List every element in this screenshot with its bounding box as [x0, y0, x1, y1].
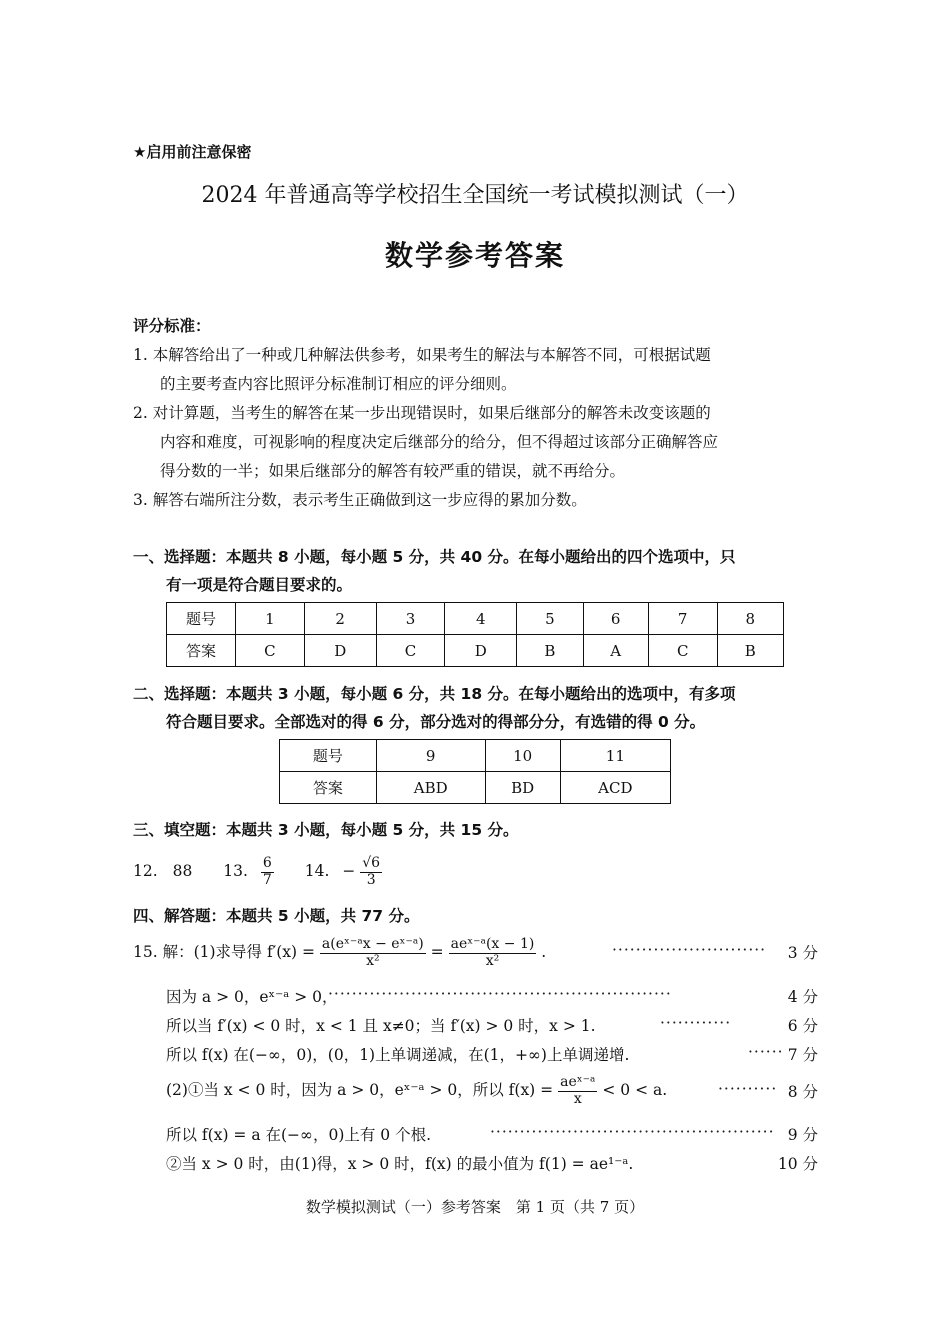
grading-rule-2: 2. 对计算题，当考生的解答在某一步出现错误时，如果后继部分的解答未改变该题的 [133, 404, 711, 422]
leader-dots: ·········· [718, 1080, 778, 1098]
table-row-answers [167, 635, 784, 667]
score-points: 6 分 [787, 1017, 818, 1035]
table-cell: 6 [583, 603, 648, 635]
q13-answer-fraction [261, 856, 274, 888]
section1-heading: 一、选择题：本题共 8 小题，每小题 5 分，共 40 分。在每小题给出的四个选项中，只 [133, 548, 736, 566]
table-cell: C [376, 635, 445, 667]
case-1-fraction [558, 1075, 597, 1107]
derivative-fraction-1 [320, 937, 426, 969]
grading-rule-3: 3. 解答右端所注分数，表示考生正确做到这一步应得的累加分数。 [133, 491, 587, 509]
case-1-line [166, 1068, 667, 1112]
score-points: 4 分 [787, 988, 818, 1006]
fraction-denominator: 7 [262, 871, 272, 888]
minus-sign: − [342, 862, 356, 880]
table-cell: ACD [560, 772, 670, 804]
score-points: 9 分 [787, 1126, 818, 1144]
q12-number: 12. [133, 862, 158, 880]
table-cell: D [445, 635, 517, 667]
q14-answer-fraction [360, 856, 382, 888]
q15-intro: 15. 解：(1)求导得 f′(x) = [133, 943, 315, 961]
grading-rule-2-cont2: 得分数的一半；如果后继部分的解答有较严重的错误，就不再给分。 [160, 462, 626, 480]
document-subtitle: 数学参考答案 [384, 239, 565, 272]
table-cell: 2 [304, 603, 376, 635]
fraction-numerator: a(eˣ⁻ᵃx − eˣ⁻ᵃ) [321, 936, 424, 953]
table-cell: 1 [236, 603, 305, 635]
fill-in-answers [133, 850, 382, 892]
section2-answer-table [279, 739, 671, 804]
score-points: 3 分 [787, 944, 818, 962]
q14-number: 14. [304, 862, 330, 880]
equals-sign: = [430, 943, 444, 961]
table-cell: 10 [485, 740, 560, 772]
table-cell: 题号 [167, 603, 236, 635]
table-cell: 9 [376, 740, 485, 772]
fraction-numerator: 6 [262, 855, 272, 872]
section4-heading: 四、解答题：本题共 5 小题，共 77 分。 [133, 907, 420, 925]
leader-dots: ·························· [612, 941, 767, 959]
section3-heading: 三、填空题：本题共 3 小题，每小题 5 分，共 15 分。 [133, 821, 519, 839]
table-row-questions [280, 740, 671, 772]
table-cell: BD [485, 772, 560, 804]
leader-dots: ······ [748, 1043, 784, 1061]
q15-derivative-line [133, 930, 546, 974]
table-cell: 4 [445, 603, 517, 635]
derivative-fraction-2 [449, 937, 537, 969]
q13-number: 13. [223, 862, 248, 880]
table-cell: 答案 [280, 772, 377, 804]
table-cell: 答案 [167, 635, 236, 667]
score-points: 10 分 [777, 1155, 818, 1173]
table-cell: 5 [517, 603, 583, 635]
table-cell: A [583, 635, 648, 667]
grading-rule-2-cont: 内容和难度，可视影响的程度决定后继部分的给分，但不得超过该部分正确解答应 [160, 433, 719, 451]
confidential-note: ★启用前注意保密 [133, 143, 252, 161]
exam-title: 2024 年普通高等学校招生全国统一考试模拟测试（一） [201, 183, 749, 208]
case-1-inequality: < 0 < a. [602, 1081, 668, 1099]
grading-rule-1-cont: 的主要考查内容比照评分标准制订相应的评分细则。 [160, 375, 517, 393]
fraction-denominator: x² [366, 952, 380, 969]
solution-line: 因为 a > 0，eˣ⁻ᵃ > 0， [166, 988, 338, 1006]
table-cell: D [304, 635, 376, 667]
table-cell: 题号 [280, 740, 377, 772]
section2-heading: 二、选择题：本题共 3 小题，每小题 6 分，共 18 分。在每小题给出的选项中，有多项 [133, 685, 736, 703]
period: . [541, 943, 547, 961]
case-1-text: (2)①当 x < 0 时，因为 a > 0，eˣ⁻ᵃ > 0，所以 f(x) = [166, 1081, 554, 1099]
solution-line: 所以 f(x) = a 在(−∞，0)上有 0 个根. [166, 1126, 432, 1144]
leader-dots: ·························································· [328, 985, 672, 1003]
grading-rule-1: 1. 本解答给出了一种或几种解法供参考，如果考生的解法与本解答不同，可根据试题 [133, 346, 711, 364]
table-cell: C [648, 635, 717, 667]
fraction-denominator: 3 [366, 871, 376, 888]
table-cell: B [717, 635, 783, 667]
score-points: 8 分 [787, 1083, 818, 1101]
leader-dots: ············ [660, 1014, 732, 1032]
grading-heading: 评分标准： [133, 317, 211, 335]
table-cell: 3 [376, 603, 445, 635]
section1-heading-cont: 有一项是符合题目要求的。 [166, 576, 353, 594]
table-cell: ABD [376, 772, 485, 804]
solution-line: ②当 x > 0 时，由(1)得，x > 0 时，f(x) 的最小值为 f(1) = ae¹⁻ᵃ. [166, 1155, 634, 1173]
table-row-questions [167, 603, 784, 635]
solution-line: 所以 f(x) 在(−∞，0)，(0，1)上单调递减，在(1，+∞)上单调递增. [166, 1046, 630, 1064]
leader-dots: ················································ [490, 1123, 775, 1141]
table-row-answers [280, 772, 671, 804]
q12-answer: 88 [172, 862, 193, 880]
fraction-numerator: aeˣ⁻ᵃ [560, 1074, 596, 1091]
table-cell: 7 [648, 603, 717, 635]
solution-line: 所以当 f′(x) < 0 时，x < 1 且 x≠0；当 f′(x) > 0 时，x > 1. [166, 1017, 596, 1035]
section1-answer-table [166, 602, 784, 667]
table-cell: B [517, 635, 583, 667]
section2-heading-cont: 符合题目要求。全部选对的得 6 分，部分选对的得部分分，有选错的得 0 分。 [166, 713, 706, 731]
table-cell: 11 [560, 740, 670, 772]
score-points: 7 分 [787, 1046, 818, 1064]
fraction-numerator: √6 [362, 855, 381, 872]
fraction-denominator: x [573, 1090, 582, 1107]
table-cell: C [236, 635, 305, 667]
fraction-numerator: aeˣ⁻ᵃ(x − 1) [450, 936, 535, 953]
table-cell: 8 [717, 603, 783, 635]
fraction-denominator: x² [485, 952, 500, 969]
page-footer: 数学模拟测试（一）参考答案 第 1 页（共 7 页） [305, 1198, 645, 1216]
